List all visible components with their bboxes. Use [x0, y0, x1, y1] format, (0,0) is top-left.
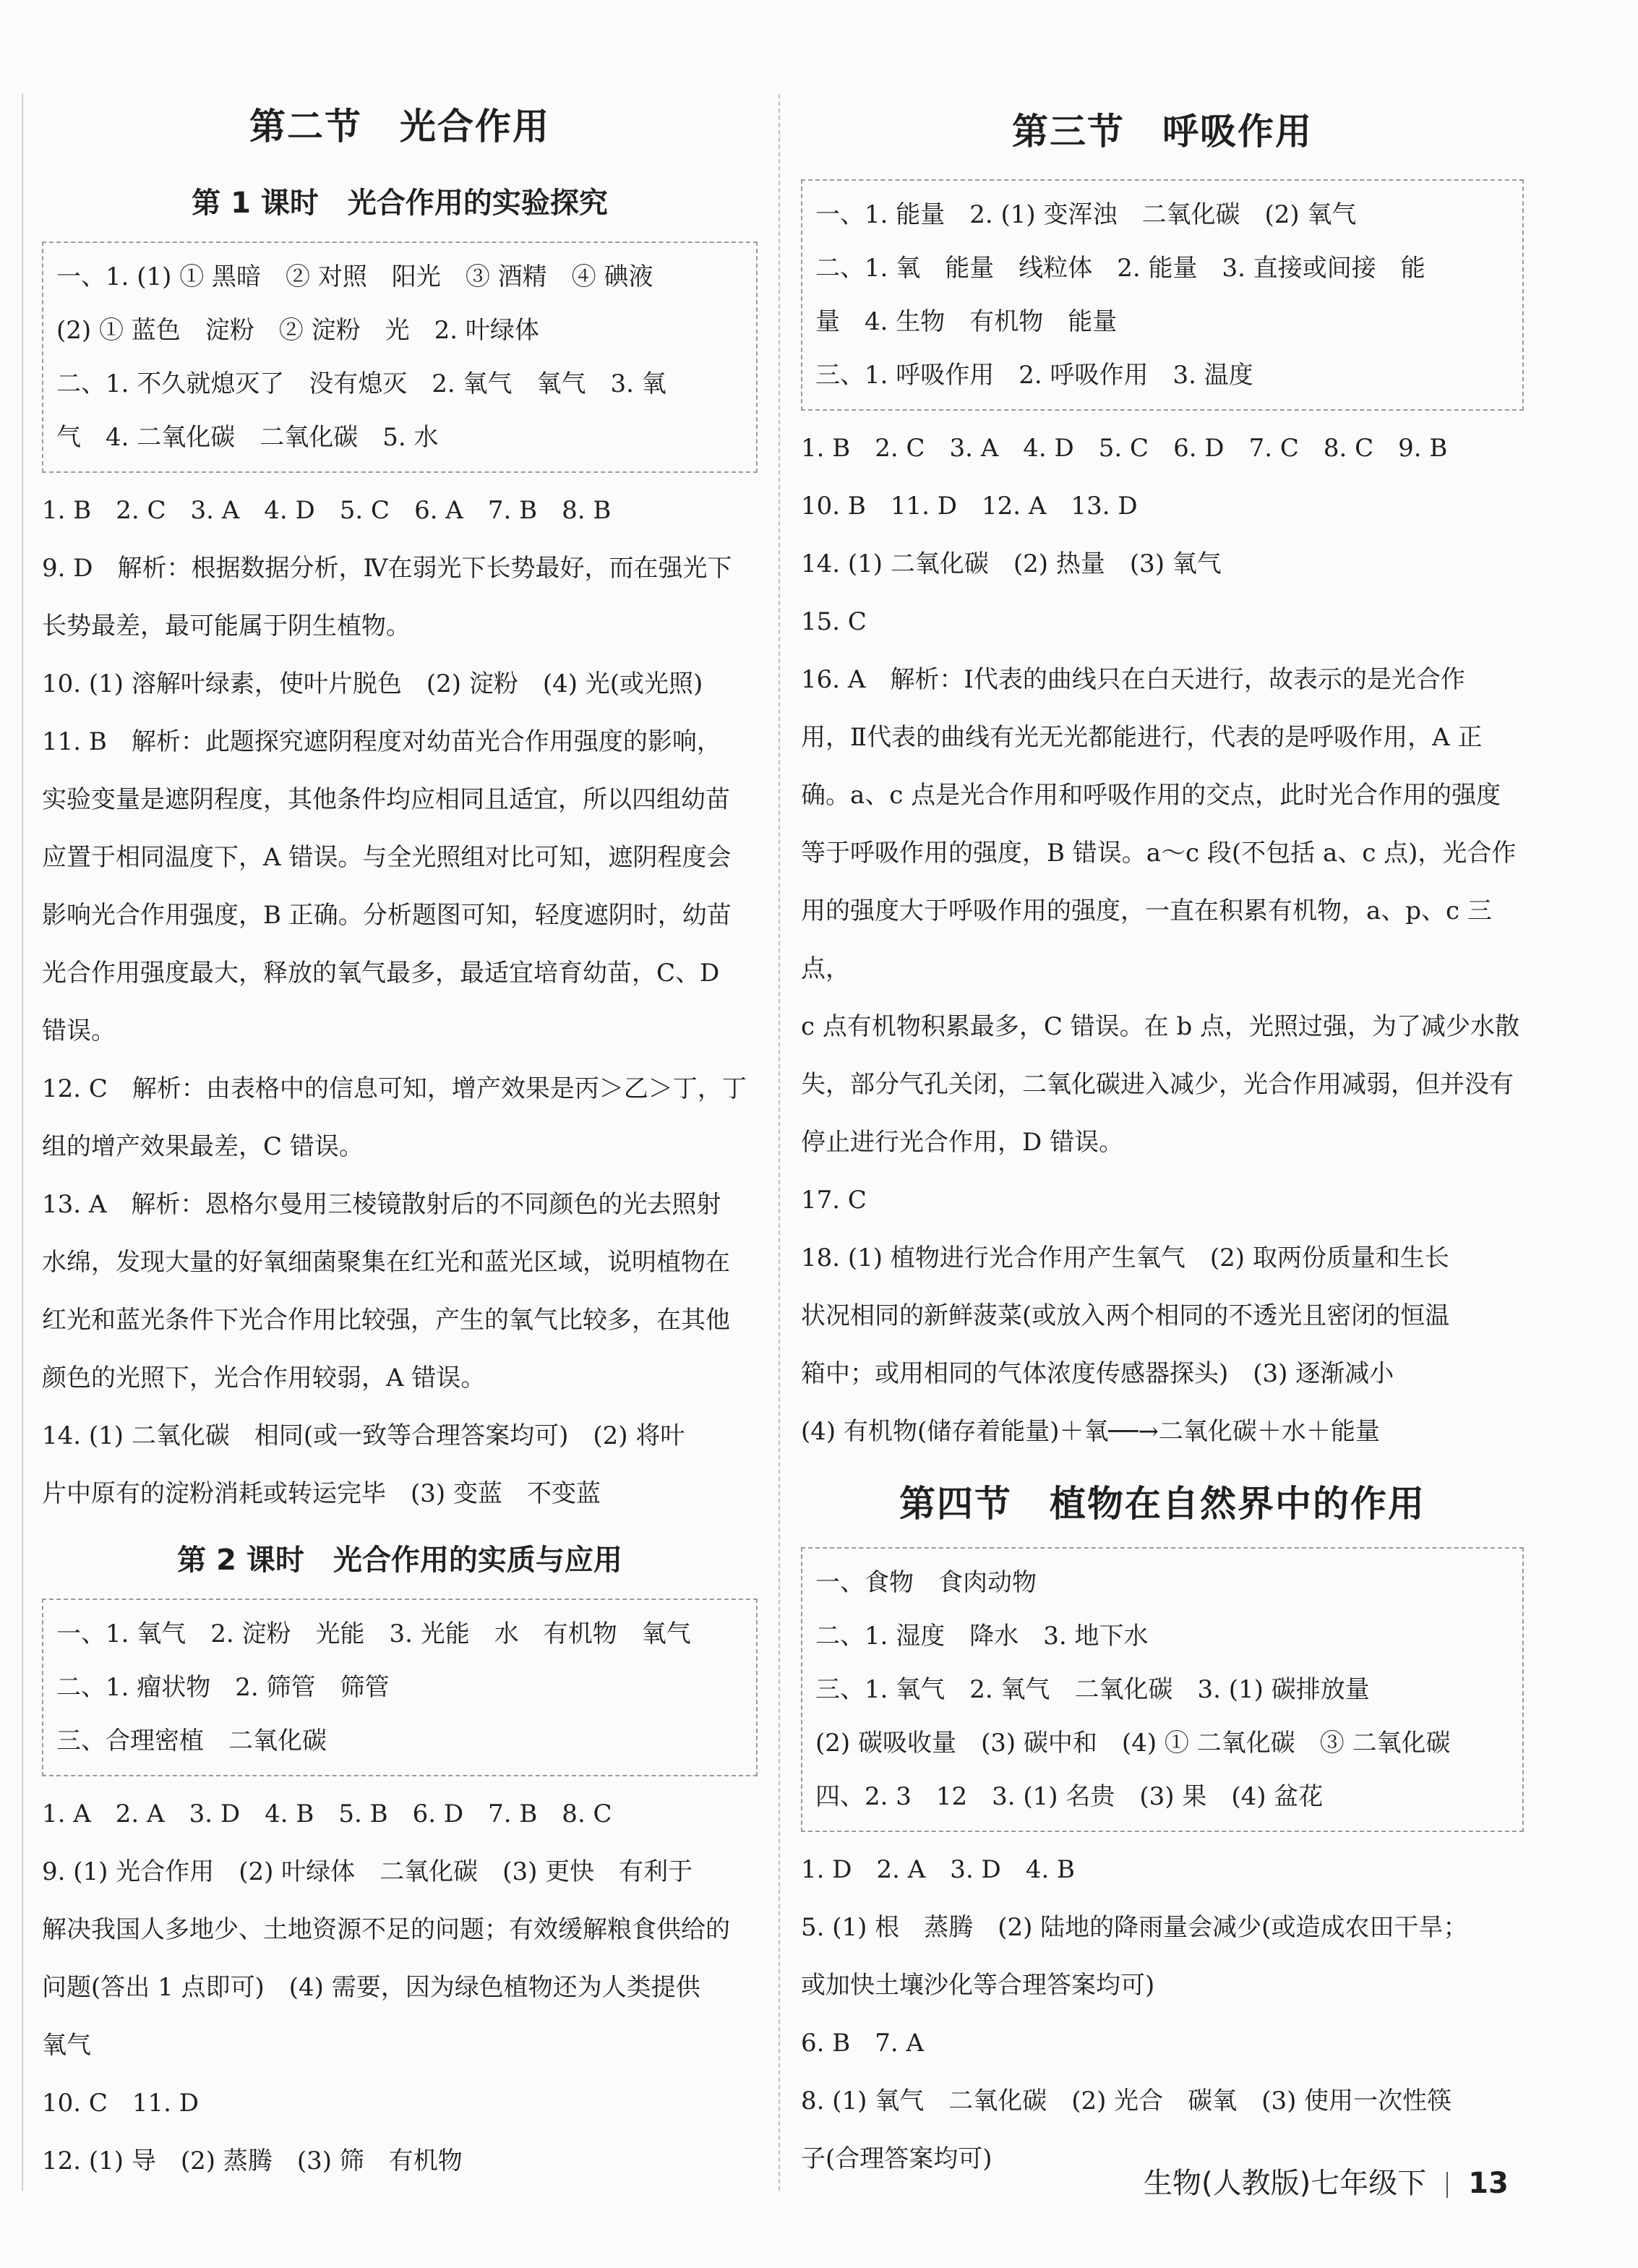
lesson1-title: 第 1 课时 光合作用的实验探究: [192, 187, 608, 220]
page-footer: [1144, 2160, 1509, 2201]
footer-divider: [1446, 2172, 1448, 2198]
box-line: 二、1. 湿度 降水 3. 地下水: [815, 1622, 1149, 1651]
answer-line: 组的增产效果最差，C 错误。: [42, 1132, 364, 1161]
left-column: [42, 0, 758, 2190]
box-line: 二、1. 瘤状物 2. 筛管 筛管: [56, 1673, 390, 1702]
answer-line: 失，部分气孔关闭，二氧化碳进入减少，光合作用减弱，但并没有: [801, 1070, 1514, 1099]
section4-answer-box: [801, 1547, 1524, 1832]
lesson2-answer-box: [42, 1599, 758, 1776]
answer-line: 等于呼吸作用的强度，B 错误。a～c 段(不包括 a、c 点)，光合作: [801, 839, 1517, 868]
lesson1-answers: [42, 482, 758, 1523]
answer-line: 12. (1) 导 (2) 蒸腾 (3) 筛 有机物: [42, 2147, 463, 2175]
answer-line: 10. (1) 溶解叶绿素，使叶片脱色 (2) 淀粉 (4) 光(或光照): [42, 669, 703, 698]
box-line: (2) 碳吸收量 (3) 碳中和 (4) ① 二氧化碳 ③ 二氧化碳: [815, 1729, 1451, 1758]
answer-line: 6. B 7. A: [801, 2029, 925, 2058]
answer-line: 氧气: [42, 2031, 91, 2060]
answer-line: 水绵，发现大量的好氧细菌聚集在红光和蓝光区域，说明植物在: [42, 1248, 730, 1277]
box-line: (2) ① 蓝色 淀粉 ② 淀粉 光 2. 叶绿体: [56, 316, 539, 345]
answer-line: 问题(答出 1 点即可) (4) 需要，因为绿色植物还为人类提供: [42, 1973, 700, 2002]
box-line: 四、2. 3 12 3. (1) 名贵 (3) 果 (4) 盆花: [815, 1782, 1324, 1811]
page-number: 13: [1468, 2167, 1509, 2200]
answer-line: 停止进行光合作用，D 错误。: [801, 1128, 1124, 1157]
box-line: 三、合理密植 二氧化碳: [56, 1726, 327, 1755]
answer-line: 16. A 解析：Ⅰ代表的曲线只在白天进行，故表示的是光合作: [801, 665, 1465, 694]
answer-line: 片中原有的淀粉消耗或转运完毕 (3) 变蓝 不变蓝: [42, 1479, 601, 1508]
answer-line: 影响光合作用强度，B 正确。分析题图可知，轻度遮阴时，幼苗: [42, 901, 732, 930]
answer-line: 8. (1) 氧气 二氧化碳 (2) 光合 碳氧 (3) 使用一次性筷: [801, 2087, 1452, 2115]
lesson2-answers: [42, 1785, 758, 2190]
left-margin-line: [22, 94, 23, 2191]
section4-answers: [801, 1841, 1524, 2188]
section3-answers: [801, 419, 1524, 1460]
answer-line: 17. C: [801, 1186, 867, 1215]
answer-line: 14. (1) 二氧化碳 相同(或一致等合理答案均可) (2) 将叶: [42, 1421, 685, 1450]
box-line: 一、1. (1) ① 黑暗 ② 对照 阳光 ③ 酒精 ④ 碘液: [56, 262, 653, 291]
answer-line: 1. D 2. A 3. D 4. B: [801, 1855, 1076, 1884]
box-line: 量 4. 生物 有机物 能量: [815, 307, 1118, 336]
answer-line: 光合作用强度最大，释放的氧气最多，最适宜培育幼苗，C、D: [42, 959, 720, 988]
answer-line: 用，Ⅱ代表的曲线有光无光都能进行，代表的是呼吸作用，A 正: [801, 723, 1483, 752]
answer-line: 1. B 2. C 3. A 4. D 5. C 6. A 7. B 8. B: [42, 496, 612, 525]
answer-line: 应置于相同温度下，A 错误。与全光照组对比可知，遮阴程度会: [42, 843, 732, 872]
lesson2-title: 第 2 课时 光合作用的实质与应用: [177, 1544, 622, 1577]
box-line: 一、1. 能量 2. (1) 变浑浊 二氧化碳 (2) 氧气: [815, 200, 1357, 229]
answer-line: c 点有机物积累最多，C 错误。在 b 点，光照过强，为了减少水散: [801, 1012, 1520, 1041]
answer-line: 18. (1) 植物进行光合作用产生氧气 (2) 取两份质量和生长: [801, 1244, 1449, 1272]
answer-line: 12. C 解析：由表格中的信息可知，增产效果是丙＞乙＞丁，丁: [42, 1074, 747, 1103]
answer-line: 11. B 解析：此题探究遮阴程度对幼苗光合作用强度的影响，: [42, 727, 721, 756]
answer-line: 用的强度大于呼吸作用的强度，一直在积累有机物，a、p、c 三点，: [801, 896, 1492, 983]
box-line: 二、1. 不久就熄灭了 没有熄灭 2. 氧气 氧气 3. 氧: [56, 369, 666, 398]
answer-line: 子(合理答案均可): [801, 2144, 992, 2173]
answer-line: 10. C 11. D: [42, 2089, 200, 2118]
lesson1-answer-box: [42, 241, 758, 473]
answer-line: 状况相同的新鲜菠菜(或放入两个相同的不透光且密闭的恒温: [801, 1301, 1450, 1330]
answer-line: 1. A 2. A 3. D 4. B 5. B 6. D 7. B 8. C: [42, 1800, 612, 1828]
box-line: 二、1. 氧 能量 线粒体 2. 能量 3. 直接或间接 能: [815, 254, 1425, 283]
answer-line: 14. (1) 二氧化碳 (2) 热量 (3) 氧气: [801, 549, 1222, 578]
answer-line: 解决我国人多地少、土地资源不足的问题；有效缓解粮食供给的: [42, 1915, 730, 1944]
answer-line: 9. D 解析：根据数据分析，Ⅳ在弱光下长势最好，而在强光下: [42, 554, 732, 583]
section-title-photosynthesis: 第二节 光合作用: [249, 106, 550, 147]
answer-line: 13. A 解析：恩格尔曼用三棱镜散射后的不同颜色的光去照射: [42, 1190, 721, 1219]
answer-line: 9. (1) 光合作用 (2) 叶绿体 二氧化碳 (3) 更快 有利于: [42, 1857, 693, 1886]
answer-line: 或加快土壤沙化等合理答案均可): [801, 1971, 1155, 2000]
box-line: 三、1. 氧气 2. 氧气 二氧化碳 3. (1) 碳排放量: [815, 1675, 1370, 1704]
column-divider: [779, 94, 780, 2191]
answer-line: 错误。: [42, 1017, 116, 1045]
answer-line: 长势最差，最可能属于阴生植物。: [42, 612, 411, 641]
section3-answer-box: [801, 179, 1524, 411]
answer-line: (4) 有机物(储存着能量)＋氧──→二氧化碳＋水＋能量: [801, 1417, 1380, 1446]
answer-line: 1. B 2. C 3. A 4. D 5. C 6. D 7. C 8. C 9. B: [801, 434, 1448, 463]
answer-line: 15. C: [801, 607, 867, 636]
section-title-plants-in-nature: 第四节 植物在自然界中的作用: [899, 1483, 1425, 1525]
answer-line: 箱中；或用相同的气体浓度传感器探头) (3) 逐渐减小: [801, 1359, 1394, 1388]
answer-line: 颜色的光照下，光合作用较弱，A 错误。: [42, 1364, 486, 1392]
right-column: [801, 0, 1524, 2188]
answer-line: 5. (1) 根 蒸腾 (2) 陆地的降雨量会减少(或造成农田干旱；: [801, 1913, 1468, 1942]
box-line: 气 4. 二氧化碳 二氧化碳 5. 水: [56, 423, 439, 452]
answer-line: 确。a、c 点是光合作用和呼吸作用的交点，此时光合作用的强度: [801, 781, 1501, 810]
box-line: 一、1. 氧气 2. 淀粉 光能 3. 光能 水 有机物 氧气: [56, 1619, 691, 1648]
box-line: 一、食物 食肉动物: [815, 1568, 1037, 1597]
book-title: 生物(人教版)七年级下: [1144, 2167, 1427, 2200]
box-line: 三、1. 呼吸作用 2. 呼吸作用 3. 温度: [815, 361, 1253, 390]
answer-line: 红光和蓝光条件下光合作用比较强，产生的氧气比较多，在其他: [42, 1306, 730, 1335]
answer-line: 10. B 11. D 12. A 13. D: [801, 492, 1138, 521]
answer-line: 实验变量是遮阴程度，其他条件均应相同且适宜，所以四组幼苗: [42, 785, 730, 814]
section-title-respiration: 第三节 呼吸作用: [1012, 111, 1313, 153]
